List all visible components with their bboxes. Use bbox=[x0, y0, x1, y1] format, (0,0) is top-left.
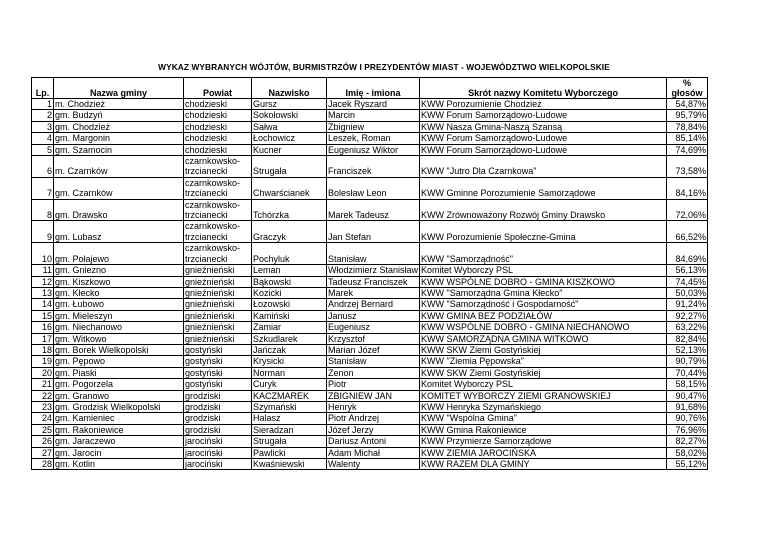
cell-lp: 16 bbox=[32, 322, 54, 333]
cell-komitet: KWW "Samorządność i Gospodarność" bbox=[420, 299, 667, 310]
cell-lp: 23 bbox=[32, 401, 54, 412]
cell-powiat: gnieźnieński bbox=[184, 299, 252, 310]
cell-powiat: gnieźnieński bbox=[184, 333, 252, 344]
header-imie: Imię - imiona bbox=[327, 78, 420, 99]
cell-gmina: gm. Jarocin bbox=[54, 447, 184, 458]
cell-lp: 10 bbox=[32, 243, 54, 265]
cell-gmina: gm. Pępowo bbox=[54, 356, 184, 367]
cell-lp: 28 bbox=[32, 459, 54, 470]
cell-procent: 58,15% bbox=[667, 379, 708, 390]
header-gmina: Nazwa gminy bbox=[54, 78, 184, 99]
cell-powiat: gnieźnieński bbox=[184, 322, 252, 333]
cell-komitet: KWW Porozumienie Społeczne-Gmina bbox=[420, 221, 667, 243]
cell-komitet: KWW Gminne Porozumienie Samorządowe bbox=[420, 177, 667, 199]
cell-gmina: gm. Mieleszyn bbox=[54, 310, 184, 321]
cell-nazwisko: Zamiar bbox=[252, 322, 327, 333]
cell-komitet: KWW WSPÓLNE DOBRO - GMINA NIECHANOWO bbox=[420, 322, 667, 333]
header-lp: Lp. bbox=[32, 78, 54, 99]
table-row bbox=[32, 133, 708, 144]
table-row bbox=[32, 459, 708, 470]
cell-komitet: KWW "Wspólna Gmina" bbox=[420, 413, 667, 424]
cell-komitet: KWW Nasza Gmina-Naszą Szansą bbox=[420, 121, 667, 132]
cell-komitet: KWW "Samorządna Gmina Kłecko" bbox=[420, 287, 667, 298]
table-row bbox=[32, 121, 708, 132]
cell-lp: 25 bbox=[32, 424, 54, 435]
cell-nazwisko: KACZMAREK bbox=[252, 390, 327, 401]
cell-procent: 90,79% bbox=[667, 356, 708, 367]
cell-komitet: KWW Forum Samorządowo-Ludowe bbox=[420, 110, 667, 121]
cell-imie: Eugeniusz Wiktor bbox=[327, 144, 420, 155]
cell-nazwisko: Pawlicki bbox=[252, 447, 327, 458]
cell-gmina: m. Czarnków bbox=[54, 156, 184, 178]
table-row bbox=[32, 379, 708, 390]
cell-powiat: gnieźnieński bbox=[184, 276, 252, 287]
cell-gmina: gm. Niechanowo bbox=[54, 322, 184, 333]
cell-powiat: gostyński bbox=[184, 344, 252, 355]
table-header-row bbox=[32, 78, 708, 99]
cell-nazwisko: Kozicki bbox=[252, 287, 327, 298]
table-row bbox=[32, 310, 708, 321]
cell-procent: 90,76% bbox=[667, 413, 708, 424]
cell-gmina: gm. Grodzisk Wielkopolski bbox=[54, 401, 184, 412]
cell-gmina: gm. Piaski bbox=[54, 367, 184, 378]
cell-powiat: grodziski bbox=[184, 390, 252, 401]
cell-procent: 70,44% bbox=[667, 367, 708, 378]
cell-gmina: gm. Chodzież bbox=[54, 121, 184, 132]
cell-gmina: m. Chodzież bbox=[54, 99, 184, 110]
cell-procent: 85,14% bbox=[667, 133, 708, 144]
cell-lp: 20 bbox=[32, 367, 54, 378]
cell-imie: Krzysztof bbox=[327, 333, 420, 344]
cell-imie: ZBIGNIEW JAN bbox=[327, 390, 420, 401]
cell-imie: Zbigniew bbox=[327, 121, 420, 132]
cell-nazwisko: Sałwa bbox=[252, 121, 327, 132]
cell-komitet: KWW Porozumienie Chodzież bbox=[420, 99, 667, 110]
table-row bbox=[32, 344, 708, 355]
cell-procent: 50,03% bbox=[667, 287, 708, 298]
cell-procent: 55,12% bbox=[667, 459, 708, 470]
cell-powiat: gostyński bbox=[184, 367, 252, 378]
cell-gmina: gm. Rakoniewice bbox=[54, 424, 184, 435]
cell-procent: 90,47% bbox=[667, 390, 708, 401]
cell-komitet: Komitet Wyborczy PSL bbox=[420, 379, 667, 390]
cell-lp: 3 bbox=[32, 121, 54, 132]
cell-komitet: KOMITET WYBORCZY ZIEMI GRANOWSKIEJ bbox=[420, 390, 667, 401]
cell-gmina: gm. Kamieniec bbox=[54, 413, 184, 424]
cell-nazwisko: Szymański bbox=[252, 401, 327, 412]
table-row bbox=[32, 333, 708, 344]
cell-nazwisko: Strugała bbox=[252, 436, 327, 447]
cell-powiat: czarnkowsko-trzcianecki bbox=[184, 199, 252, 221]
cell-komitet: KWW WSPÓLNE DOBRO - GMINA KISZKOWO bbox=[420, 276, 667, 287]
table-row bbox=[32, 356, 708, 367]
cell-nazwisko: Norman bbox=[252, 367, 327, 378]
cell-imie: Piotr bbox=[327, 379, 420, 390]
cell-komitet: KWW Forum Samorządowo-Ludowe bbox=[420, 144, 667, 155]
cell-powiat: grodziski bbox=[184, 413, 252, 424]
cell-komitet: KWW Zrównoważony Rozwój Gminy Drawsko bbox=[420, 199, 667, 221]
cell-procent: 52,13% bbox=[667, 344, 708, 355]
cell-procent: 82,84% bbox=[667, 333, 708, 344]
cell-gmina: gm. Jaraczewo bbox=[54, 436, 184, 447]
cell-powiat: chodzieski bbox=[184, 99, 252, 110]
header-powiat: Powiat bbox=[184, 78, 252, 99]
cell-imie: Marek bbox=[327, 287, 420, 298]
cell-gmina: gm. Margonin bbox=[54, 133, 184, 144]
cell-imie: Piotr Andrzej bbox=[327, 413, 420, 424]
cell-lp: 27 bbox=[32, 447, 54, 458]
cell-nazwisko: Gursz bbox=[252, 99, 327, 110]
table-row bbox=[32, 401, 708, 412]
cell-procent: 66,52% bbox=[667, 221, 708, 243]
cell-gmina: gm. Granowo bbox=[54, 390, 184, 401]
cell-imie: Józef Jerzy bbox=[327, 424, 420, 435]
cell-lp: 5 bbox=[32, 144, 54, 155]
cell-gmina: gm. Szamocin bbox=[54, 144, 184, 155]
cell-gmina: gm. Kłecko bbox=[54, 287, 184, 298]
cell-lp: 11 bbox=[32, 265, 54, 276]
cell-imie: Włodzimierz Stanisław bbox=[328, 265, 419, 276]
table-row bbox=[32, 367, 708, 378]
cell-komitet: KWW Forum Samorządowo-Ludowe bbox=[420, 133, 667, 144]
cell-nazwisko: Sieradzan bbox=[252, 424, 327, 435]
table-row bbox=[32, 447, 708, 458]
cell-komitet: KWW SKW Ziemi Gostyńskiej bbox=[420, 367, 667, 378]
table-row bbox=[32, 424, 708, 435]
cell-procent: 72,06% bbox=[667, 199, 708, 221]
cell-nazwisko: Tchórzka bbox=[252, 199, 327, 221]
cell-procent: 92,27% bbox=[667, 310, 708, 321]
cell-procent: 91,24% bbox=[667, 299, 708, 310]
results-table bbox=[31, 77, 708, 470]
cell-komitet: KWW Henryka Szymańskiego bbox=[420, 401, 667, 412]
cell-imie: Henryk bbox=[327, 401, 420, 412]
table-row bbox=[32, 413, 708, 424]
table-body bbox=[32, 99, 708, 470]
cell-gmina: gm. Czarnków bbox=[54, 177, 184, 199]
cell-gmina: gm. Gniezno bbox=[54, 265, 184, 276]
cell-procent: 91,68% bbox=[667, 401, 708, 412]
table-row bbox=[32, 156, 708, 178]
cell-powiat: czarnkowsko-trzcianecki bbox=[184, 177, 252, 199]
table-row bbox=[32, 276, 708, 287]
cell-imie: Dariusz Antoni bbox=[327, 436, 420, 447]
cell-powiat: gnieźnieński bbox=[184, 310, 252, 321]
cell-lp: 17 bbox=[32, 333, 54, 344]
cell-gmina: gm. Połajewo bbox=[54, 243, 184, 265]
table-row bbox=[32, 177, 708, 199]
cell-procent: 82,27% bbox=[667, 436, 708, 447]
cell-komitet: Komitet Wyborczy PSL bbox=[420, 265, 667, 276]
cell-nazwisko: Pochyluk bbox=[252, 243, 327, 265]
cell-powiat: gnieźnieński bbox=[184, 287, 252, 298]
cell-powiat: jarociński bbox=[184, 436, 252, 447]
cell-komitet: KWW "Samorządność" bbox=[420, 243, 667, 265]
cell-imie: Stanisław bbox=[327, 243, 420, 265]
cell-imie: Stanisław bbox=[327, 356, 420, 367]
header-nazwisko: Nazwisko bbox=[252, 78, 327, 99]
cell-procent: 54,87% bbox=[667, 99, 708, 110]
table-row bbox=[32, 110, 708, 121]
cell-powiat: grodziski bbox=[184, 424, 252, 435]
cell-imie: Zenon bbox=[327, 367, 420, 378]
header-procent-label: głosów bbox=[671, 88, 703, 98]
cell-powiat: gostyński bbox=[184, 379, 252, 390]
cell-lp: 6 bbox=[32, 156, 54, 178]
cell-imie: Marian Józef bbox=[327, 344, 420, 355]
cell-procent: 74,45% bbox=[667, 276, 708, 287]
cell-nazwisko: Strugała bbox=[252, 156, 327, 178]
cell-lp: 9 bbox=[32, 221, 54, 243]
cell-procent: 58,02% bbox=[667, 447, 708, 458]
cell-gmina: gm. Budzyń bbox=[54, 110, 184, 121]
cell-komitet: KWW SKW Ziemi Gostyńskiej bbox=[420, 344, 667, 355]
cell-powiat: czarnkowsko-trzcianecki bbox=[184, 243, 252, 265]
cell-lp: 1 bbox=[32, 99, 54, 110]
cell-powiat: chodzieski bbox=[184, 133, 252, 144]
cell-procent: 56,13% bbox=[667, 265, 708, 276]
cell-nazwisko: Szkudlarek bbox=[252, 333, 327, 344]
cell-imie: Jacek Ryszard bbox=[327, 99, 420, 110]
cell-komitet: KWW "Jutro Dla Czarnkowa" bbox=[420, 156, 667, 178]
cell-lp: 18 bbox=[32, 344, 54, 355]
cell-procent: 76,96% bbox=[667, 424, 708, 435]
cell-lp: 26 bbox=[32, 436, 54, 447]
cell-komitet: KWW Gmina Rakoniewice bbox=[420, 424, 667, 435]
cell-lp: 4 bbox=[32, 133, 54, 144]
cell-lp: 7 bbox=[32, 177, 54, 199]
cell-komitet: KWW RAZEM DLA GMINY bbox=[420, 459, 667, 470]
cell-lp: 14 bbox=[32, 299, 54, 310]
table-row bbox=[32, 221, 708, 243]
cell-procent: 73,58% bbox=[667, 156, 708, 178]
cell-procent: 84,16% bbox=[667, 177, 708, 199]
cell-imie: Andrzej Bernard bbox=[327, 299, 420, 310]
cell-gmina: gm. Witkowo bbox=[54, 333, 184, 344]
table-row bbox=[32, 322, 708, 333]
cell-nazwisko: Jańczak bbox=[252, 344, 327, 355]
cell-lp: 21 bbox=[32, 379, 54, 390]
cell-powiat: chodzieski bbox=[184, 110, 252, 121]
table-row bbox=[32, 287, 708, 298]
cell-lp: 12 bbox=[32, 276, 54, 287]
cell-lp: 22 bbox=[32, 390, 54, 401]
cell-imie: Tadeusz Franciszek bbox=[327, 276, 420, 287]
cell-procent: 95,79% bbox=[667, 110, 708, 121]
cell-nazwisko: Kucner bbox=[252, 144, 327, 155]
table-row bbox=[32, 265, 708, 276]
cell-imie: Marek Tadeusz bbox=[327, 199, 420, 221]
cell-nazwisko: Krysicki bbox=[252, 356, 327, 367]
cell-powiat: gnieźnieński bbox=[184, 265, 252, 276]
cell-imie: Leszek, Roman bbox=[327, 133, 420, 144]
cell-nazwisko: Curyk bbox=[252, 379, 327, 390]
cell-powiat: jarociński bbox=[184, 447, 252, 458]
cell-komitet: KWW GMINA BEZ PODZIAŁÓW bbox=[420, 310, 667, 321]
cell-nazwisko: Leman bbox=[252, 265, 327, 276]
cell-gmina: gm. Łubowo bbox=[54, 299, 184, 310]
cell-imie: Jan Stefan bbox=[327, 221, 420, 243]
cell-lp: 8 bbox=[32, 199, 54, 221]
cell-imie: Adam Michał bbox=[327, 447, 420, 458]
cell-imie: Walenty bbox=[327, 459, 420, 470]
cell-powiat: czarnkowsko-trzcianecki bbox=[184, 156, 252, 178]
cell-imie: Marcin bbox=[327, 110, 420, 121]
cell-komitet: KWW ZIEMIA JAROCIŃSKA bbox=[420, 447, 667, 458]
cell-lp: 24 bbox=[32, 413, 54, 424]
cell-procent: 84,69% bbox=[667, 243, 708, 265]
cell-nazwisko: Graczyk bbox=[252, 221, 327, 243]
table-row bbox=[32, 243, 708, 265]
cell-imie: Eugeniusz bbox=[327, 322, 420, 333]
cell-powiat: chodzieski bbox=[184, 121, 252, 132]
cell-procent: 78,84% bbox=[667, 121, 708, 132]
header-procent-symbol: % bbox=[683, 78, 692, 88]
cell-powiat: chodzieski bbox=[184, 144, 252, 155]
cell-nazwisko: Halasz bbox=[252, 413, 327, 424]
cell-gmina: gm. Drawsko bbox=[54, 199, 184, 221]
cell-gmina: gm. Kotlin bbox=[54, 459, 184, 470]
cell-powiat: gostyński bbox=[184, 356, 252, 367]
table-row bbox=[32, 99, 708, 110]
cell-procent: 74,69% bbox=[667, 144, 708, 155]
table-row bbox=[32, 199, 708, 221]
header-komitet: Skrót nazwy Komitetu Wyborczego bbox=[420, 78, 667, 99]
cell-lp: 19 bbox=[32, 356, 54, 367]
table-row bbox=[32, 390, 708, 401]
cell-lp: 13 bbox=[32, 287, 54, 298]
cell-gmina: gm. Kiszkowo bbox=[54, 276, 184, 287]
cell-imie: Janusz bbox=[327, 310, 420, 321]
cell-procent: 63,22% bbox=[667, 322, 708, 333]
table-row bbox=[32, 436, 708, 447]
cell-powiat: grodziski bbox=[184, 401, 252, 412]
cell-powiat: jarociński bbox=[184, 459, 252, 470]
cell-lp: 15 bbox=[32, 310, 54, 321]
cell-powiat: czarnkowsko-trzcianecki bbox=[184, 221, 252, 243]
cell-komitet: KWW "Ziemia Pępowska" bbox=[420, 356, 667, 367]
cell-imie: Franciszek bbox=[327, 156, 420, 178]
table-row bbox=[32, 299, 708, 310]
header-procent bbox=[667, 78, 708, 99]
cell-nazwisko: Kamiński bbox=[252, 310, 327, 321]
cell-nazwisko: Bąkowski bbox=[252, 276, 327, 287]
cell-gmina: gm. Borek Wielkopolski bbox=[54, 344, 184, 355]
cell-lp: 2 bbox=[32, 110, 54, 121]
cell-nazwisko: Chwarścianek bbox=[252, 177, 327, 199]
cell-gmina: gm. Lubasz bbox=[54, 221, 184, 243]
page-title: WYKAZ WYBRANYCH WÓJTÓW, BURMISTRZÓW I PREZYDENTÓW MIAST - WOJEWÓDZTWO WIELKOPOLSKIE bbox=[158, 62, 610, 72]
cell-nazwisko: Sokołowski bbox=[252, 110, 327, 121]
cell-imie: Bolesław Leon bbox=[327, 177, 420, 199]
cell-gmina: gm. Pogorzela bbox=[54, 379, 184, 390]
cell-nazwisko: Łozowski bbox=[252, 299, 327, 310]
cell-nazwisko: Łochowicz bbox=[252, 133, 327, 144]
cell-komitet: KWW SAMORZĄDNA GMINA WITKOWO bbox=[420, 333, 667, 344]
cell-nazwisko: Kwaśniewski bbox=[252, 459, 327, 470]
table-row bbox=[32, 144, 708, 155]
cell-komitet: KWW Przymierze Samorządowe bbox=[420, 436, 667, 447]
